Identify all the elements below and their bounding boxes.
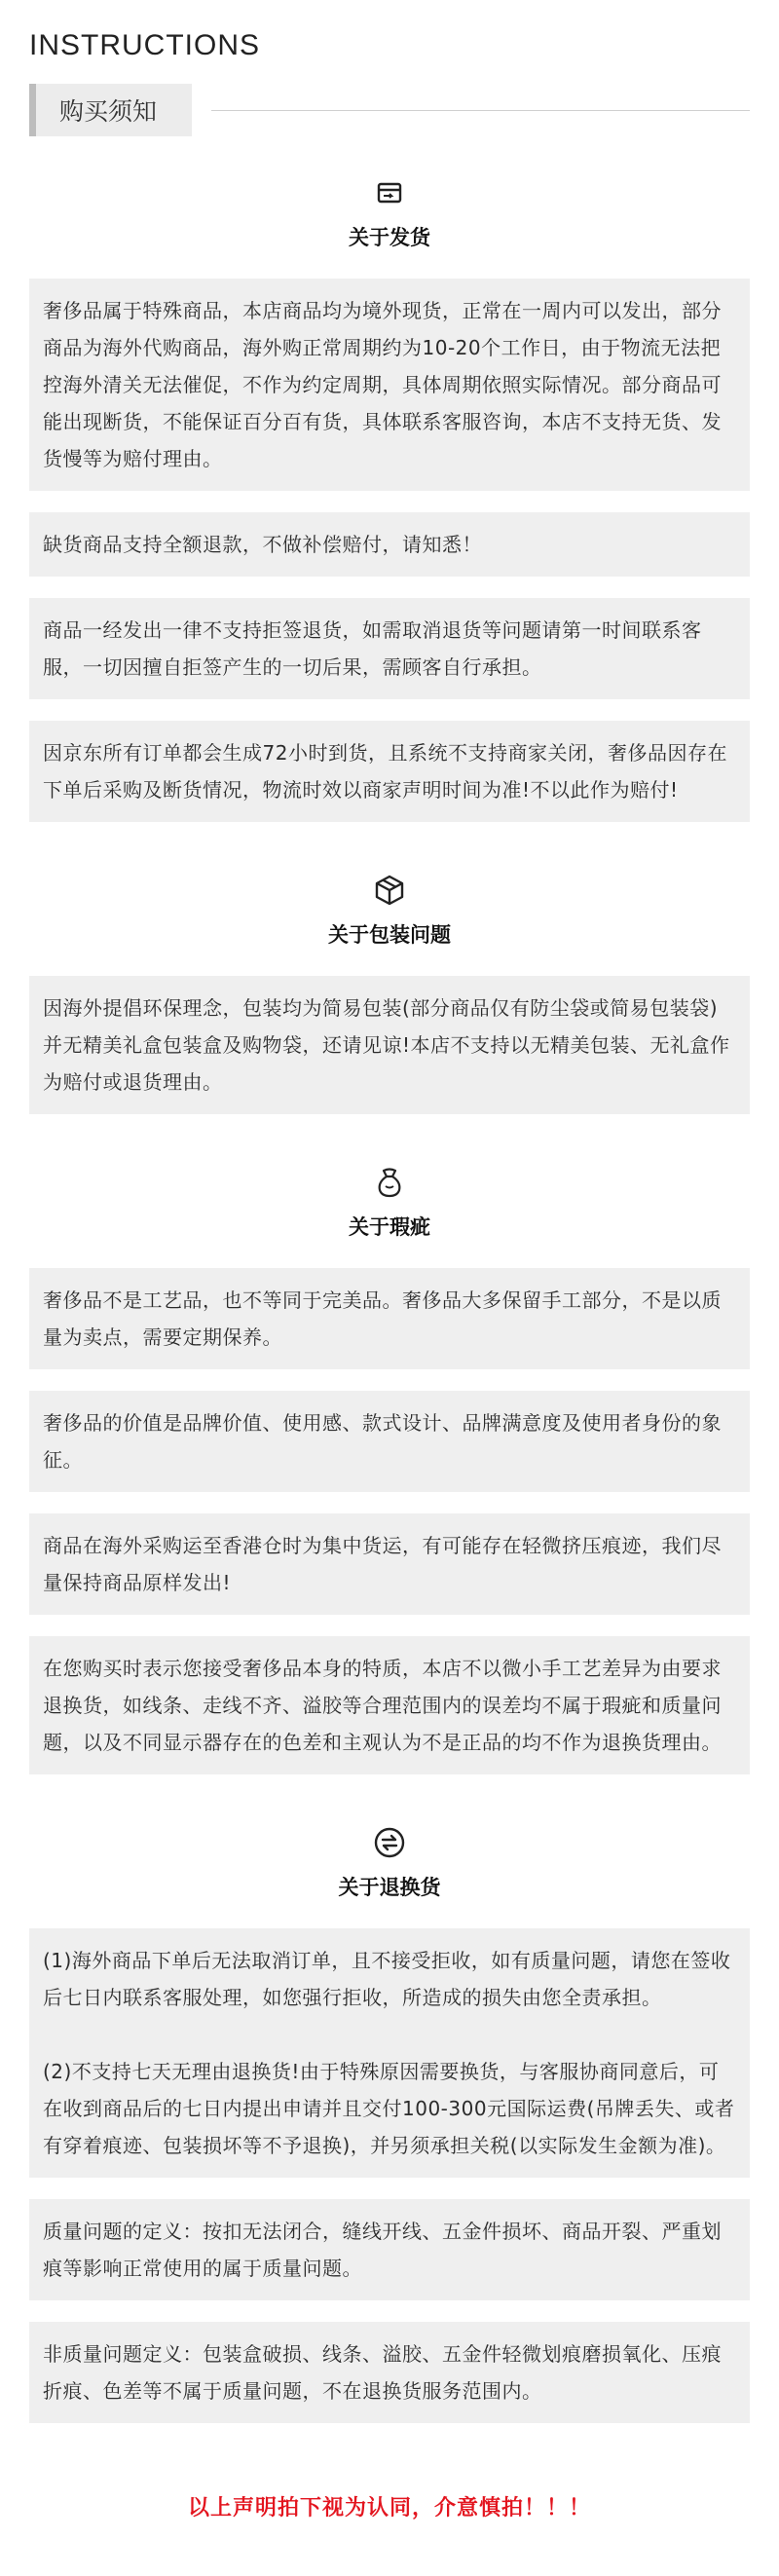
info-box — [29, 1513, 750, 1615]
exchange-icon — [372, 1825, 407, 1860]
info-text: 奢侈品不是工艺品，也不等同于完美品。奢侈品大多保留手工部分，不是以质量为卖点，需要定期保养。 — [43, 1288, 722, 1349]
info-box — [29, 279, 750, 491]
info-box — [29, 2199, 750, 2300]
final-notice: 以上声明拍下视为认同，介意慎拍！！！ — [187, 2496, 591, 2520]
info-text: 缺货商品支持全额退款，不做补偿赔付，请知悉！ — [43, 533, 482, 556]
section-title: 关于退换货 — [338, 1876, 441, 1899]
info-text: (1)海外商品下单后无法取消订单，且不接受拒收，如有质量问题，请您在签收后七日内联系客服处理，如您强行拒收，所造成的损失由您全责承担。 — [43, 1949, 731, 2009]
info-text: 非质量问题定义：包装盒破损、线条、溢胶、五金件轻微划痕磨损氧化、压痕折痕、色差等不属于质量问题，不在退换货服务范围内。 — [43, 2342, 722, 2403]
section-defects — [0, 1165, 779, 1241]
info-box — [29, 1928, 750, 2178]
section-title: 关于包装问题 — [328, 923, 451, 947]
header-accent-bar — [29, 84, 36, 136]
info-text: 在您购买时表示您接受奢侈品本身的特质，本店不以微小手工艺差异为由要求退换货，如线条、走线不齐、溢胶等合理范围内的误差均不属于瑕疵和质量问题，以及不同显示器存在的色差和主观认为不是正品的均不作为退换货理由。 — [43, 1657, 722, 1754]
header-title-cn: 购买须知 — [36, 84, 192, 136]
section-returns — [0, 1825, 779, 1901]
info-text: 质量问题的定义：按扣无法闭合，缝线开线、五金件损坏、商品开裂、严重划痕等影响正常使用的属于质量问题。 — [43, 2220, 722, 2280]
info-text: 奢侈品属于特殊商品，本店商品均为境外现货，正常在一周内可以发出，部分商品为海外代购商品，海外购正常周期约为10-20个工作日，由于物流无法把控海外清关无法催促，不作为约定周期，具体周期依照实际情况。部分商品可能出现断货，不能保证百分百有货，具体联系客服咨询，本店不支持无货、发货慢等为赔付理由。 — [43, 299, 722, 470]
section-title: 关于发货 — [349, 226, 430, 249]
info-box — [29, 598, 750, 699]
header-cn-row — [29, 84, 779, 136]
info-box — [29, 1636, 750, 1774]
header-divider — [211, 110, 750, 111]
info-box — [29, 512, 750, 577]
info-box — [29, 1268, 750, 1369]
info-box — [29, 2322, 750, 2423]
info-text: 因京东所有订单都会生成72小时到货，且系统不支持商家关闭，奢侈品因存在下单后采购及断货情况，物流时效以商家声明时间为准!不以此作为赔付! — [43, 741, 727, 802]
truck-box-icon — [372, 175, 407, 210]
header-title-en: INSTRUCTIONS — [29, 29, 260, 61]
section-title: 关于瑕疵 — [349, 1215, 430, 1239]
package-icon — [372, 873, 407, 908]
info-box — [29, 1391, 750, 1492]
hand-icon — [372, 1165, 407, 1200]
info-text: 商品一经发出一律不支持拒签退货，如需取消退货等问题请第一时间联系客服，一切因擅自拒签产生的一切后果，需顾客自行承担。 — [43, 618, 702, 679]
info-box — [29, 721, 750, 822]
info-box — [29, 976, 750, 1114]
info-text: 因海外提倡环保理念，包装均为简易包装(部分商品仅有防尘袋或简易包装袋)并无精美礼盒包装盒及购物袋，还请见谅!本店不支持以无精美包装、无礼盒作为赔付或退货理由。 — [43, 996, 730, 1094]
info-text: 商品在海外采购运至香港仓时为集中货运，有可能存在轻微挤压痕迹，我们尽量保持商品原样发出! — [43, 1534, 722, 1594]
info-text: 奢侈品的价值是品牌价值、使用感、款式设计、品牌满意度及使用者身份的象征。 — [43, 1411, 722, 1472]
info-text: (2)不支持七天无理由退换货!由于特殊原因需要换货，与客服协商同意后，可在收到商品后的七日内提出申请并且交付100-300元国际运费(吊牌丢失、或者有穿着痕迹、包装损坏等不予退换)，并另须承担关税(以实际发生金额为准)。 — [43, 2060, 735, 2157]
section-shipping — [0, 175, 779, 251]
section-packaging — [0, 873, 779, 949]
